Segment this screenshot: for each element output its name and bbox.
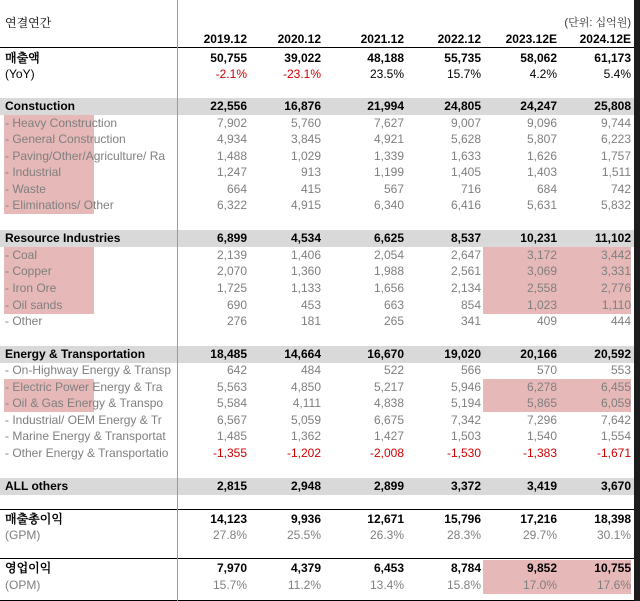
- value-cell: -2,008: [369, 446, 404, 460]
- value-cell: 1,626: [526, 149, 557, 163]
- value-cell: 4,850: [290, 380, 321, 394]
- value-cell: 4,934: [216, 132, 247, 146]
- value-cell: 2,647: [450, 248, 481, 262]
- value-cell: 3,372: [450, 479, 481, 493]
- value-cell: 19,020: [444, 347, 481, 361]
- row-label: (YoY): [5, 67, 35, 81]
- value-cell: 26.3%: [369, 528, 404, 542]
- value-cell: 9,007: [450, 116, 481, 130]
- row-label: (GPM): [5, 528, 41, 542]
- row-label: - Coal: [5, 248, 38, 262]
- value-cell: 30.1%: [596, 528, 631, 542]
- value-cell: 6,455: [600, 380, 631, 394]
- value-cell: 1,405: [450, 165, 481, 179]
- value-cell: 1,403: [526, 165, 557, 179]
- value-cell: 4,838: [373, 396, 404, 410]
- value-cell: 415: [300, 182, 321, 196]
- value-cell: 1,554: [600, 429, 631, 443]
- row-label: Resource Industries: [5, 231, 121, 245]
- value-cell: 484: [300, 363, 321, 377]
- table-row: [0, 379, 634, 396]
- value-cell: 453: [300, 298, 321, 312]
- value-cell: 4,534: [290, 231, 321, 245]
- table-title: 연결연간: [5, 16, 52, 30]
- value-cell: 6,625: [373, 231, 404, 245]
- value-cell: -1,530: [446, 446, 481, 460]
- value-cell: 409: [536, 314, 557, 328]
- year-header: 2024.12E: [579, 32, 631, 46]
- value-cell: -1,671: [596, 446, 631, 460]
- value-cell: 3,442: [600, 248, 631, 262]
- row-label: - Iron Ore: [5, 281, 57, 295]
- year-header-row: [0, 31, 634, 48]
- value-cell: 3,845: [290, 132, 321, 146]
- table-row: [0, 313, 634, 330]
- value-cell: 265: [383, 314, 404, 328]
- value-cell: 567: [383, 182, 404, 196]
- value-cell: 7,342: [450, 413, 481, 427]
- table-row: [0, 428, 634, 445]
- year-header: 2019.12: [203, 32, 247, 46]
- value-cell: 55,735: [444, 51, 481, 65]
- value-cell: 5,807: [526, 132, 557, 146]
- value-cell: 15.8%: [446, 578, 481, 592]
- value-cell: 9,852: [526, 561, 557, 575]
- value-cell: 1,339: [373, 149, 404, 163]
- row-label: 영업이익: [5, 561, 52, 575]
- value-cell: 664: [226, 182, 247, 196]
- value-cell: 1,427: [373, 429, 404, 443]
- row-label: - General Construction: [5, 132, 126, 146]
- value-cell: 4,915: [290, 198, 321, 212]
- value-cell: 6,340: [373, 198, 404, 212]
- value-cell: 16,670: [367, 347, 404, 361]
- value-cell: 20,592: [594, 347, 631, 361]
- row-label: - Marine Energy & Transportat: [5, 429, 166, 443]
- value-cell: 1,199: [373, 165, 404, 179]
- value-cell: 6,223: [600, 132, 631, 146]
- value-cell: 25.5%: [286, 528, 321, 542]
- value-cell: 4,111: [292, 396, 321, 410]
- value-cell: 1,511: [601, 165, 631, 179]
- year-header: 2023.12E: [505, 32, 557, 46]
- value-cell: 5,059: [290, 413, 321, 427]
- row-label: - On-Highway Energy & Transp: [5, 363, 172, 377]
- value-cell: 522: [383, 363, 404, 377]
- value-cell: 1,988: [373, 264, 404, 278]
- value-cell: 684: [536, 182, 557, 196]
- row-label: - Other Energy & Transportatio: [5, 446, 169, 460]
- value-cell: 29.7%: [522, 528, 557, 542]
- table-row: [0, 445, 634, 462]
- value-cell: 48,188: [367, 51, 404, 65]
- value-cell: 17.0%: [522, 578, 557, 592]
- table-row: [0, 297, 634, 314]
- row-label: - Industrial: [5, 165, 62, 179]
- value-cell: -1,202: [286, 446, 321, 460]
- row-label: Energy & Transportation: [5, 347, 146, 361]
- value-cell: 28.3%: [446, 528, 481, 542]
- value-cell: 913: [300, 165, 321, 179]
- table-row: [0, 197, 634, 214]
- row-label: - Waste: [5, 182, 46, 196]
- table-row: [0, 346, 634, 363]
- value-cell: 9,744: [600, 116, 631, 130]
- value-cell: 9,096: [526, 116, 557, 130]
- value-cell: 61,173: [594, 51, 631, 65]
- table-row: [0, 50, 634, 67]
- value-cell: 2,139: [216, 248, 247, 262]
- value-cell: 663: [383, 298, 404, 312]
- value-cell: 27.8%: [212, 528, 247, 542]
- value-cell: 5,832: [600, 198, 631, 212]
- table-row: [0, 412, 634, 429]
- value-cell: 50,755: [210, 51, 247, 65]
- value-cell: 2,070: [216, 264, 247, 278]
- column-divider: [177, 0, 178, 601]
- value-cell: 1,485: [216, 429, 247, 443]
- value-cell: 566: [460, 363, 481, 377]
- header-divider: [0, 47, 634, 48]
- value-cell: 17.6%: [596, 578, 631, 592]
- value-cell: 1,757: [600, 149, 631, 163]
- value-cell: 6,453: [373, 561, 404, 575]
- value-cell: 58,062: [520, 51, 557, 65]
- window-edge: [634, 0, 640, 601]
- value-cell: 3,419: [526, 479, 557, 493]
- value-cell: 1,247: [216, 165, 247, 179]
- section-divider: [0, 509, 634, 510]
- value-cell: 5.4%: [603, 67, 631, 81]
- table-row: [0, 478, 634, 495]
- value-cell: 15,796: [444, 512, 481, 526]
- value-cell: 570: [536, 363, 557, 377]
- value-cell: 11,102: [594, 231, 631, 245]
- row-label: (OPM): [5, 578, 41, 592]
- value-cell: 5,194: [450, 396, 481, 410]
- value-cell: 742: [610, 182, 631, 196]
- table-row: [0, 560, 634, 577]
- row-label: - Oil sands: [5, 298, 63, 312]
- value-cell: 1,488: [216, 149, 247, 163]
- row-label: - Electric Power Energy & Tra: [5, 380, 163, 394]
- value-cell: 18,398: [594, 512, 631, 526]
- value-cell: 5,631: [526, 198, 557, 212]
- value-cell: 6,899: [216, 231, 247, 245]
- row-label: 매출총이익: [5, 512, 63, 526]
- section-divider: [0, 558, 634, 559]
- value-cell: 1,362: [290, 429, 321, 443]
- table-row: [0, 527, 634, 544]
- value-cell: 6,675: [373, 413, 404, 427]
- value-cell: 854: [460, 298, 481, 312]
- value-cell: 444: [610, 314, 631, 328]
- table-row: [0, 280, 634, 297]
- value-cell: 1,110: [601, 298, 631, 312]
- value-cell: 2,561: [450, 264, 481, 278]
- row-label: - Eliminations/ Other: [5, 198, 114, 212]
- table-row: [0, 511, 634, 528]
- value-cell: 1,360: [290, 264, 321, 278]
- value-cell: 1,633: [450, 149, 481, 163]
- value-cell: 6,322: [216, 198, 247, 212]
- value-cell: -2.1%: [215, 67, 247, 81]
- value-cell: 21,994: [367, 99, 404, 113]
- table-row: [0, 395, 634, 412]
- table-row: [0, 98, 634, 115]
- value-cell: -1,355: [212, 446, 247, 460]
- row-label: 매출액: [5, 51, 40, 65]
- value-cell: 7,642: [600, 413, 631, 427]
- value-cell: 181: [300, 314, 321, 328]
- table-row: [0, 115, 634, 132]
- table-row: [0, 148, 634, 165]
- value-cell: 5,760: [290, 116, 321, 130]
- unit-label: (단위: 십억원): [564, 17, 631, 29]
- value-cell: 341: [460, 314, 481, 328]
- value-cell: 553: [610, 363, 631, 377]
- value-cell: 16,876: [284, 99, 321, 113]
- value-cell: 716: [460, 182, 481, 196]
- value-cell: 10,231: [520, 231, 557, 245]
- value-cell: 1,023: [526, 298, 557, 312]
- value-cell: 6,416: [450, 198, 481, 212]
- value-cell: 10,755: [594, 561, 631, 575]
- row-label: - Other: [5, 314, 43, 328]
- table-row: [0, 66, 634, 83]
- table-row: [0, 247, 634, 264]
- row-label: - Oil & Gas Energy & Transpo: [5, 396, 164, 410]
- value-cell: 25,808: [594, 99, 631, 113]
- value-cell: 4.2%: [529, 67, 557, 81]
- value-cell: 15.7%: [446, 67, 481, 81]
- value-cell: 3,172: [526, 248, 557, 262]
- value-cell: 1,029: [290, 149, 321, 163]
- value-cell: 2,054: [373, 248, 404, 262]
- value-cell: 1,406: [290, 248, 321, 262]
- value-cell: 4,921: [373, 132, 404, 146]
- value-cell: 8,784: [450, 561, 481, 575]
- value-cell: 3,331: [600, 264, 631, 278]
- value-cell: 1,725: [216, 281, 247, 295]
- table-row: [0, 577, 634, 594]
- value-cell: 20,166: [520, 347, 557, 361]
- table-row: [0, 263, 634, 280]
- value-cell: 14,664: [284, 347, 321, 361]
- value-cell: 23.5%: [369, 67, 404, 81]
- value-cell: 7,627: [373, 116, 404, 130]
- value-cell: 17,216: [520, 512, 557, 526]
- value-cell: 1,133: [290, 281, 321, 295]
- value-cell: 276: [226, 314, 247, 328]
- value-cell: 2,776: [600, 281, 631, 295]
- value-cell: 2,899: [373, 479, 404, 493]
- value-cell: 5,628: [450, 132, 481, 146]
- value-cell: 2,558: [526, 281, 557, 295]
- value-cell: 5,217: [373, 380, 404, 394]
- table-row: [0, 164, 634, 181]
- value-cell: 5,563: [216, 380, 247, 394]
- row-label: - Paving/Other/Agriculture/ Ra: [5, 149, 166, 163]
- row-label: ALL others: [5, 479, 69, 493]
- value-cell: 6,567: [216, 413, 247, 427]
- value-cell: 7,902: [216, 116, 247, 130]
- row-label: - Heavy Construction: [5, 116, 118, 130]
- table-row: [0, 131, 634, 148]
- value-cell: 18,485: [210, 347, 247, 361]
- year-header: 2020.12: [277, 32, 321, 46]
- value-cell: 5,865: [526, 396, 557, 410]
- value-cell: 1,503: [450, 429, 481, 443]
- value-cell: 2,815: [216, 479, 247, 493]
- value-cell: 13.4%: [369, 578, 404, 592]
- value-cell: 1,540: [526, 429, 557, 443]
- year-header: 2021.12: [360, 32, 404, 46]
- value-cell: 22,556: [210, 99, 247, 113]
- value-cell: 24,247: [520, 99, 557, 113]
- value-cell: 11.2%: [287, 578, 321, 592]
- value-cell: 3,670: [600, 479, 631, 493]
- value-cell: 24,805: [444, 99, 481, 113]
- value-cell: 690: [226, 298, 247, 312]
- value-cell: 15.7%: [212, 578, 247, 592]
- table-row: [0, 362, 634, 379]
- year-header: 2022.12: [437, 32, 481, 46]
- row-label: Constuction: [5, 99, 75, 113]
- value-cell: 8,537: [450, 231, 481, 245]
- value-cell: 5,584: [216, 396, 247, 410]
- value-cell: 6,059: [600, 396, 631, 410]
- value-cell: 6,278: [526, 380, 557, 394]
- value-cell: 1,656: [373, 281, 404, 295]
- row-label: - Copper: [5, 264, 52, 278]
- value-cell: 7,970: [216, 561, 247, 575]
- value-cell: 2,948: [290, 479, 321, 493]
- value-cell: 12,671: [367, 512, 404, 526]
- value-cell: 14,123: [210, 512, 247, 526]
- row-label: - Industrial/ OEM Energy & Tr: [5, 413, 162, 427]
- value-cell: 2,134: [450, 281, 481, 295]
- value-cell: 7,296: [526, 413, 557, 427]
- value-cell: -1,383: [522, 446, 557, 460]
- value-cell: 9,936: [290, 512, 321, 526]
- value-cell: 642: [226, 363, 247, 377]
- table-row: [0, 230, 634, 247]
- value-cell: -23.1%: [282, 67, 321, 81]
- value-cell: 39,022: [284, 51, 321, 65]
- value-cell: 4,379: [290, 561, 321, 575]
- value-cell: 3,069: [526, 264, 557, 278]
- value-cell: 5,946: [450, 380, 481, 394]
- table-row: [0, 181, 634, 198]
